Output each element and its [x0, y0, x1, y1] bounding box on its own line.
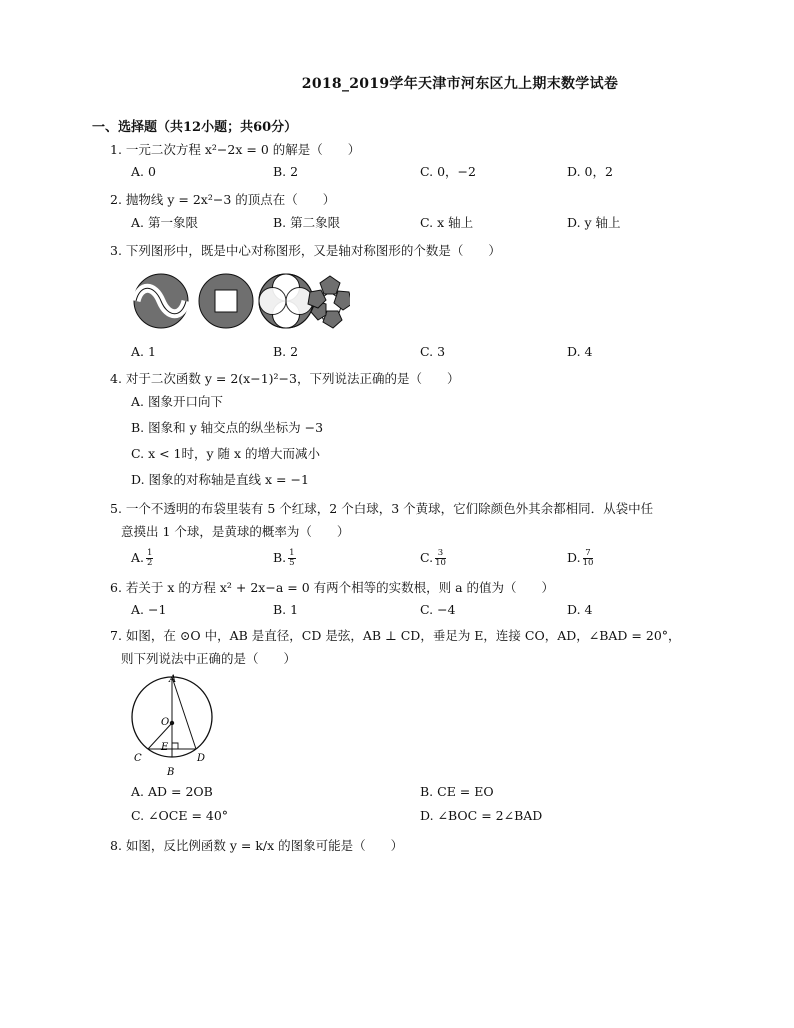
q5-a-numerator: 1 [147, 548, 153, 558]
q5-option-d-fraction [583, 549, 594, 568]
label-a: A [169, 674, 177, 685]
q3-option-b: B. 2 [273, 344, 299, 359]
q5-d-numerator: 7 [583, 549, 594, 559]
label-o: O [161, 717, 170, 728]
q5-b-denominator: 5 [289, 558, 295, 568]
q7-option-d: D. ∠BOC = 2∠BAD [420, 808, 543, 823]
question-7-stem-line-2: 则下列说法中正确的是（ ） [121, 651, 297, 666]
q1-option-d: D. 0，2 [567, 164, 613, 179]
question-6-stem: 6. 若关于 x 的方程 x² + 2x−a = 0 有两个相等的实数根，则 a 的值为（ ） [110, 580, 555, 595]
question-8-stem: 8. 如图，反比例函数 y = k/x 的图象可能是（ ） [110, 838, 404, 853]
q5-option-c-fraction [435, 549, 446, 568]
q6-option-b: B. 1 [273, 602, 299, 617]
label-c: C [134, 753, 142, 764]
q5-option-b-letter: B. [273, 550, 287, 565]
q2-option-a: A. 第一象限 [131, 215, 198, 230]
q1-option-a: A. 0 [131, 164, 156, 179]
q4-option-b: B. 图象和 y 轴交点的纵坐标为 −3 [131, 420, 324, 435]
question-2-stem: 2. 抛物线 y = 2x²−3 的顶点在（ ） [110, 192, 336, 207]
q5-option-d [567, 549, 593, 568]
question-3-stem: 3. 下列图形中，既是中心对称图形，又是轴对称图形的个数是（ ） [110, 243, 501, 258]
label-e: E [161, 742, 169, 753]
q7-option-c: C. ∠OCE = 40° [131, 808, 229, 823]
q3-figure-square-circle [199, 274, 253, 328]
q3-option-a: A. 1 [131, 344, 156, 359]
q2-option-c: C. x 轴上 [420, 215, 474, 230]
section-heading: 一、选择题（共12小题；共60分） [92, 120, 298, 135]
q6-option-a: A. −1 [131, 602, 167, 617]
q5-option-a [131, 549, 153, 568]
q5-option-a-fraction [146, 549, 153, 568]
question-5-stem-line-1: 5. 一个不透明的布袋里装有 5 个红球，2 个白球，3 个黄球，它们除颜色外其余都相同．从袋中任 [110, 501, 654, 516]
center-point [170, 721, 174, 725]
segment-ad [172, 677, 196, 749]
q4-option-c: C. x < 1时，y 随 x 的增大而减小 [131, 446, 321, 461]
q4-option-d: D. 图象的对称轴是直线 x = −1 [131, 472, 309, 487]
q5-option-a-letter: A. [131, 550, 145, 565]
q2-option-b: B. 第二象限 [273, 215, 341, 230]
q3-figure-wave-circle [134, 274, 188, 328]
q3-option-c: C. 3 [420, 344, 446, 359]
q7-circle-diagram [126, 671, 218, 779]
q5-option-d-letter: D. [567, 550, 581, 565]
q6-option-d: D. 4 [567, 602, 593, 617]
q5-option-b-fraction [288, 549, 295, 568]
q5-b-numerator: 1 [289, 548, 295, 558]
q5-d-denominator: 10 [582, 558, 594, 568]
question-7-stem-line-1: 7. 如图，在 ⊙O 中，AB 是直径，CD 是弦，AB ⊥ CD，垂足为 E，连接 CO，AD，∠BAD = 20°， [110, 628, 681, 643]
question-4-stem: 4. 对于二次函数 y = 2(x−1)²−3，下列说法正确的是（ ） [110, 371, 460, 386]
q5-c-numerator: 3 [435, 549, 446, 559]
q5-option-b [273, 549, 296, 568]
q5-a-denominator: 2 [147, 558, 153, 568]
q5-c-denominator: 10 [435, 558, 446, 568]
q3-figure-pentagon-flower [308, 276, 350, 328]
q7-option-b: B. CE = EO [420, 784, 494, 799]
label-b: B [167, 767, 175, 778]
q3-figures [130, 270, 350, 332]
q1-option-c: C. 0，−2 [420, 164, 476, 179]
q5-option-c-letter: C. [420, 550, 434, 565]
right-angle-mark [172, 743, 178, 749]
q7-option-a: A. AD = 2OB [131, 784, 213, 799]
q2-option-d: D. y 轴上 [567, 215, 621, 230]
q5-option-c [420, 549, 446, 568]
q4-option-a: A. 图象开口向下 [131, 394, 223, 409]
q3-option-d: D. 4 [567, 344, 593, 359]
question-1-stem: 1. 一元二次方程 x²−2x = 0 的解是（ ） [110, 142, 361, 157]
q1-option-b: B. 2 [273, 164, 299, 179]
exam-title: 2018_2019学年天津市河东区九上期末数学试卷 [301, 76, 619, 92]
q6-option-c: C. −4 [420, 602, 456, 617]
label-d: D [197, 753, 206, 764]
question-5-stem-line-2: 意摸出 1 个球，是黄球的概率为（ ） [121, 524, 350, 539]
q3-figure-petal-circle [259, 274, 313, 328]
